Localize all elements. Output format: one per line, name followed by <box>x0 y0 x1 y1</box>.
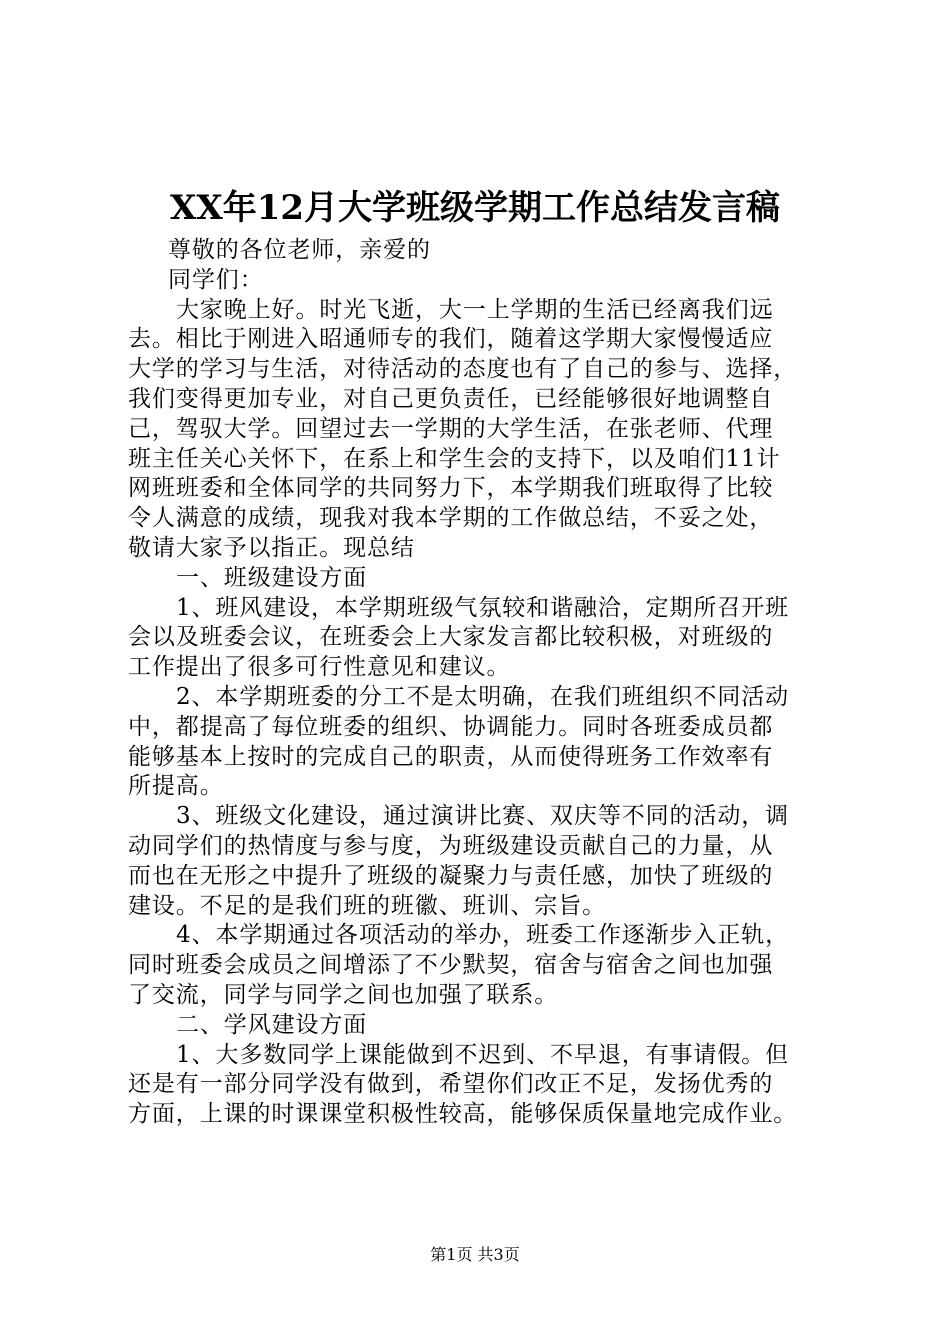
body-text-line: 会以及班委会议，在班委会上大家发言都比较积极，对班级的 <box>128 624 774 651</box>
body-text-line: 己，驾驭大学。回望过去一学期的大学生活，在张老师、代理 <box>128 415 774 442</box>
body-text-line: 同时班委会成员之间增添了不少默契，宿舍与宿舍之间也加强 <box>128 952 774 979</box>
body-text-line: 敬请大家予以指正。现总结 <box>128 534 415 561</box>
body-text-line: 我们变得更加专业，对自己更负责任，已经能够很好地调整自 <box>128 385 774 412</box>
body-text-line: 而也在无形之中提升了班级的凝聚力与责任感，加快了班级的 <box>128 862 774 889</box>
document-body <box>128 236 832 1130</box>
body-text-line: 1、班风建设，本学期班级气氛较和谐融洽，定期所召开班 <box>176 594 790 621</box>
body-text-line: 2、本学期班委的分工不是太明确，在我们班组织不同活动 <box>176 683 790 710</box>
body-text-line: 方面，上课的时课课堂积极性较高，能够保质保量地完成作业。 <box>128 1101 798 1128</box>
body-text-line: 中，都提高了每位班委的组织、协调能力。同时各班委成员都 <box>128 713 774 740</box>
body-text-line: 一、班级建设方面 <box>176 564 368 591</box>
body-text-line: 班主任关心关怀下，在系上和学生会的支持下，以及咱们11计 <box>128 445 781 472</box>
document-title: XX年12月大学班级学期工作总结发言稿 <box>169 188 781 228</box>
body-text-line: 同学们： <box>168 266 264 293</box>
body-text-line: 3、班级文化建设，通过演讲比赛、双庆等不同的活动，调 <box>176 803 790 830</box>
body-text-line: 令人满意的成绩，现我对我本学期的工作做总结，不妥之处， <box>128 505 774 532</box>
body-text-line: 大家晚上好。时光飞逝，大一上学期的生活已经离我们远 <box>176 296 774 323</box>
page-footer: 第1页 共3页 <box>430 1245 520 1264</box>
body-text-line: 动同学们的热情度与参与度，为班级建设贡献自己的力量，从 <box>128 832 774 859</box>
body-text-line: 所提高。 <box>128 773 224 800</box>
body-text-line: 尊敬的各位老师，亲爱的 <box>168 237 431 263</box>
body-text-line: 1、大多数同学上课能做到不迟到、不早退，有事请假。但 <box>176 1041 790 1068</box>
body-text-line: 了交流，同学与同学之间也加强了联系。 <box>128 981 559 1008</box>
body-text-line: 大学的学习与生活，对待活动的态度也有了自己的参与、选择， <box>128 356 798 383</box>
body-text-line: 建设。不足的是我们班的班徽、班训、宗旨。 <box>128 892 606 919</box>
body-text-line: 工作提出了很多可行性意见和建议。 <box>128 654 511 681</box>
body-text-line: 能够基本上按时的完成自己的职责，从而使得班务工作效率有 <box>128 743 774 770</box>
body-text-line: 还是有一部分同学没有做到，希望你们改正不足，发扬优秀的 <box>128 1071 774 1098</box>
body-text-line: 去。相比于刚进入昭通师专的我们，随着这学期大家慢慢适应 <box>128 326 774 353</box>
body-text-line: 4、本学期通过各项活动的举办，班委工作逐渐步入正轨， <box>176 922 790 949</box>
body-text-line: 二、学风建设方面 <box>176 1011 368 1038</box>
body-text-line: 网班班委和全体同学的共同努力下，本学期我们班取得了比较 <box>128 475 774 502</box>
